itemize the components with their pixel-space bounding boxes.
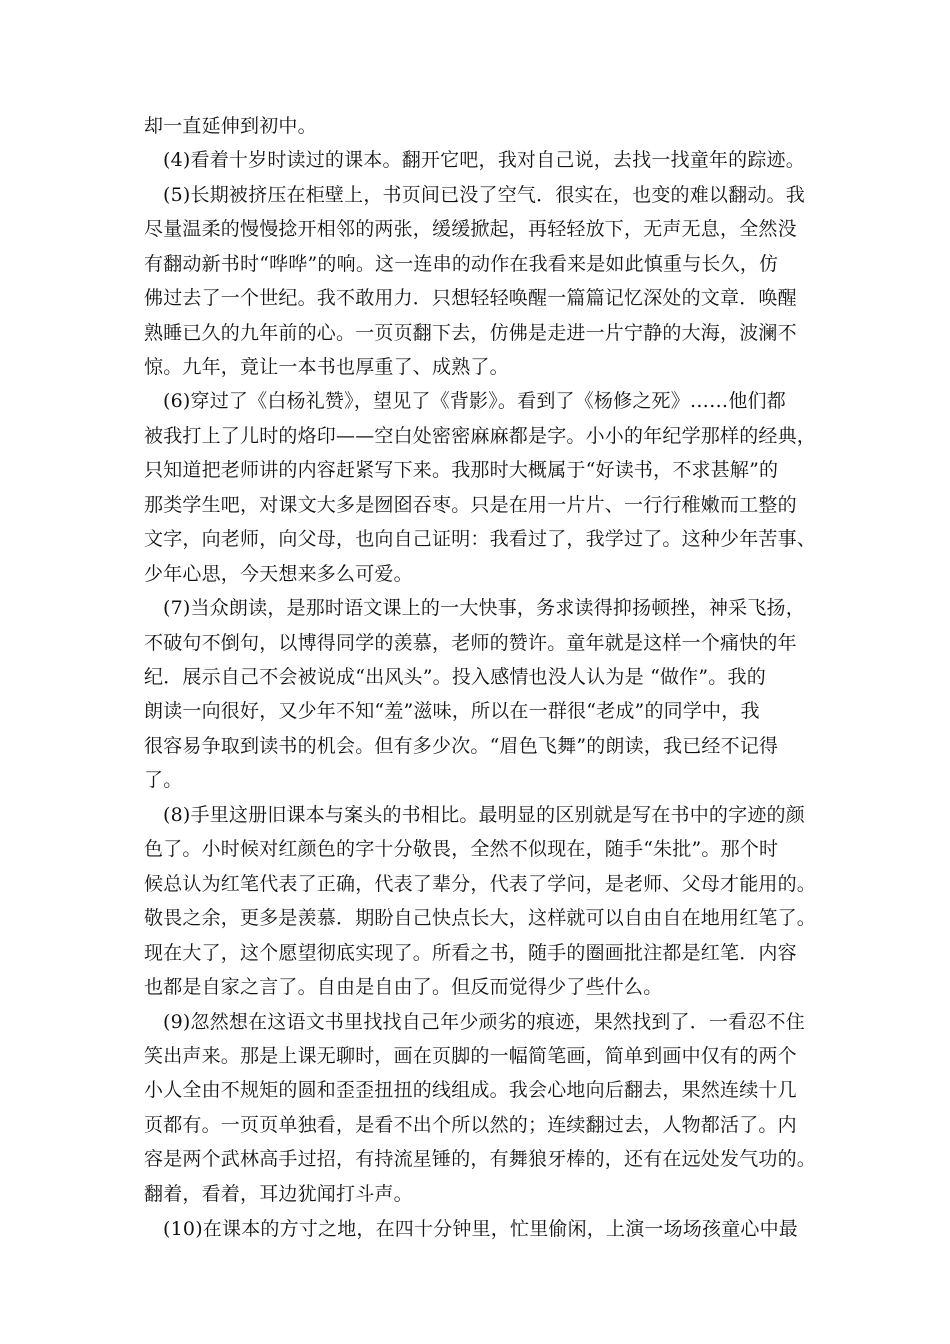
- text-line: 熟睡已久的九年前的心。一页页翻下去，仿佛是走进一片宁静的大海，波澜不: [144, 322, 797, 344]
- text-line: 朗读一向很好，又少年不知“羞”滋味，所以在一群很“老成”的同学中，我: [144, 700, 760, 722]
- paragraph-8-start: (8)手里这册旧课本与案头的书相比。最明显的区别就是写在书中的字迹的颜: [163, 804, 805, 826]
- text-line: 也都是自家之言了。自由是自由了。但反而觉得少了些什么。: [144, 976, 663, 998]
- text-line: 被我打上了儿时的烙印——空白处密密麻麻都是字。小小的年纪学那样的经典，: [144, 425, 817, 447]
- text-line: 了。: [144, 769, 183, 791]
- text-line: 很容易争取到读书的机会。但有多少次。“眉色飞舞”的朗读，我已经不记得: [144, 735, 779, 757]
- paragraph-5-start: (5)长期被挤压在柜壁上，书页间已没了空气．很实在，也变的难以翻动。我: [163, 184, 805, 206]
- text-line: 容是两个武林高手过招，有持流星锤的，有舞狼牙棒的，还有在远处发气功的。: [144, 1148, 817, 1170]
- text-line: 页都有。一页页单独看，是看不出个所以然的；连续翻过去，人物都活了。内: [144, 1114, 797, 1136]
- text-line: 只知道把老师讲的内容赶紧写下来。我那时大概属于“好读书，不求甚解”的: [144, 459, 779, 481]
- text-line: 候总认为红笔代表了正确，代表了辈分，代表了学问，是老师、父母才能用的。: [144, 873, 817, 895]
- text-line: 纪．展示自己不会被说成“出风头”。投入感情也没人认为是 “做作”。我的: [144, 666, 766, 688]
- paragraph-9-start: (9)忽然想在这语文书里找找自己年少顽劣的痕迹，果然找到了．一看忍不住: [163, 1011, 805, 1033]
- text-line: 佛过去了一个世纪。我不敢用力．只想轻轻唤醒一篇篇记忆深处的文章．唤醒: [144, 287, 797, 309]
- text-line: 不破句不倒句，以博得同学的羡慕，老师的赞许。童年就是这样一个痛快的年: [144, 632, 797, 654]
- text-line: 少年心思，今天想来多么可爱。: [144, 563, 413, 585]
- text-line: 惊。九年，竟让一本书也厚重了、成熟了。: [144, 356, 509, 378]
- paragraph-7-start: (7)当众朗读，是那时语文课上的一大快事，务求读得抑扬顿挫，神采飞扬，: [163, 597, 805, 619]
- paragraph-10-start: (10)在课本的方寸之地，在四十分钟里，忙里偷闲，上演一场场孩童心中最: [163, 1218, 799, 1240]
- text-line: 那类学生吧，对课文大多是囫囵吞枣。只是在用一片片、一行行稚嫩而工整的: [144, 494, 797, 516]
- text-line: 笑出声来。那是上课无聊时，画在页脚的一幅简笔画，简单到画中仅有的两个: [144, 1045, 797, 1067]
- paragraph-6-start: (6)穿过了《白杨礼赞》，望见了《背影》。看到了《杨修之死》……他们都: [163, 390, 786, 412]
- text-line: 尽量温柔的慢慢捻开相邻的两张，缓缓掀起，再轻轻放下，无声无息，全然没: [144, 218, 797, 240]
- text-line: 敬畏之余，更多是羡慕．期盼自己快点长大，这样就可以自由自在地用红笔了。: [144, 907, 817, 929]
- text-line: 却一直延伸到初中。: [144, 115, 317, 137]
- text-line: 色了。小时候对红颜色的字十分敬畏，全然不似现在，随手“朱批”。那个时: [144, 838, 779, 860]
- text-line: 现在大了，这个愿望彻底实现了。所看之书，随手的圈画批注都是红笔．内容: [144, 942, 797, 964]
- text-line: 有翻动新书时“哗哗”的响。这一连串的动作在我看来是如此慎重与长久，仿: [144, 253, 779, 275]
- paragraph-4-start: (4)看着十岁时读过的课本。翻开它吧，我对自己说，去找一找童年的踪迹。: [163, 149, 805, 171]
- text-line: 文字，向老师，向父母，也向自己证明：我看过了，我学过了。这种少年苦事、: [144, 528, 817, 550]
- text-line: 小人全由不规矩的圆和歪歪扭扭的线组成。我会心地向后翻去，果然连续十几: [144, 1079, 797, 1101]
- text-line: 翻着，看着，耳边犹闻打斗声。: [144, 1183, 413, 1205]
